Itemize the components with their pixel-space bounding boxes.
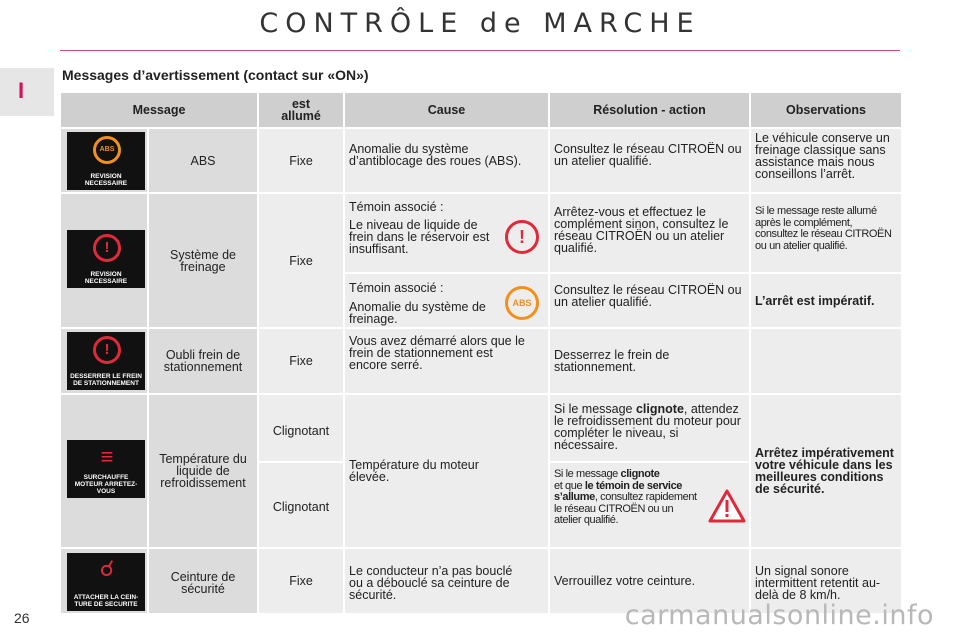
observations-brake-2: L’arrêt est impératif. — [750, 273, 902, 328]
table-row — [60, 548, 148, 614]
observations-abs: Le véhicule conserve un freinage classique sans assistance mais nous conseillons l’arrêt. — [750, 128, 902, 193]
resolution-parking: Desserrez le frein de stationnement. — [549, 328, 750, 394]
brake-warning-icon: ! — [93, 336, 121, 364]
page-number: 26 — [14, 610, 30, 626]
message-brake: Système de freinage — [148, 193, 258, 328]
coolant-warning-display: ≡ SURCHAUFFE MOTEUR ARRETEZ-VOUS — [67, 440, 145, 498]
col-header-observations: Observations — [750, 92, 902, 128]
brake-warning-icon: ! — [93, 234, 121, 262]
lit-abs: Fixe — [258, 128, 344, 193]
brake-warning-icon: ! — [505, 220, 539, 254]
coolant-temperature-icon: ≡ — [100, 444, 114, 469]
table-row — [60, 193, 148, 328]
cause-coolant: Température du moteur élevée. — [344, 394, 549, 548]
abs-warning-icon: ABS — [505, 286, 539, 320]
message-coolant: Température du liquide de refroidissement — [148, 394, 258, 548]
parking-brake-warning-display: ! DESSERRER LE FREIN DE STATIONNEMENT — [67, 332, 145, 390]
section-title: Messages d’avertissement (contact sur «ON») — [62, 67, 369, 83]
resolution-belt: Verrouillez votre ceinture. — [549, 548, 750, 614]
message-belt: Ceinture de sécurité — [148, 548, 258, 614]
resolution-brake-1: Arrêtez-vous et effectuez le complément sinon, consultez le réseau CITROËN ou un atelier qualifié. — [549, 193, 750, 273]
lit-coolant-2: Clignotant — [258, 462, 344, 548]
page-title: CONTRÔLE de MARCHE — [259, 8, 701, 39]
cause-abs: Anomalie du système d’antiblocage des roues (ABS). — [344, 128, 549, 193]
lit-coolant-1: Clignotant — [258, 394, 344, 462]
resolution-brake-2: Consultez le réseau CITROËN ou un atelier qualifié. — [549, 273, 750, 328]
col-header-cause: Cause — [344, 92, 549, 128]
resolution-coolant-1: Si le message clignote, attendez le refroidissement du moteur pour compléter le niveau, si nécessaire. — [549, 394, 750, 462]
watermark: carmanualsonline.info — [624, 600, 934, 631]
warning-triangle-icon — [708, 489, 746, 523]
observations-belt: Un signal sonore intermittent retentit au-delà de 8 km/h. — [750, 548, 902, 614]
chapter-tab[interactable] — [0, 68, 54, 116]
brake-warning-display: ! REVISION NECESSAIRE — [67, 230, 145, 288]
cause-parking: Vous avez démarré alors que le frein de stationnement est encore serré. — [344, 328, 549, 394]
col-header-lit: est allumé — [258, 92, 344, 128]
cause-belt: Le conducteur n’a pas bouclé ou a débouclé sa ceinture de sécurité. — [344, 548, 549, 614]
seatbelt-icon: ☌ — [99, 556, 115, 581]
lit-parking: Fixe — [258, 328, 344, 394]
title-rule — [60, 50, 900, 51]
cause-brake-2: Témoin associé : Anomalie du système de freinage. ABS — [344, 273, 549, 328]
seatbelt-warning-display: ☌ ATTACHER LA CEIN- TURE DE SECURITE — [67, 553, 145, 611]
lit-belt: Fixe — [258, 548, 344, 614]
table-row — [60, 328, 148, 394]
table-row — [60, 394, 148, 548]
table-row — [60, 128, 148, 193]
col-header-resolution: Résolution - action — [549, 92, 750, 128]
abs-warning-icon: ABS — [93, 136, 121, 164]
resolution-abs: Consultez le réseau CITROËN ou un atelier qualifié. — [549, 128, 750, 193]
observations-brake-1: Si le message reste allumé après le complément, consultez le réseau CITROËN ou un atelier qualifié. — [750, 193, 902, 273]
message-parking: Oubli frein de stationnement — [148, 328, 258, 394]
resolution-coolant-2: Si le message clignote et que le témoin de service s’allume, consultez rapidement le réseau CITROËN ou un atelier qualifié. — [549, 462, 750, 548]
chapter-label: I — [18, 78, 25, 103]
col-header-message: Message — [60, 92, 258, 128]
observations-parking — [750, 328, 902, 394]
message-abs: ABS — [148, 128, 258, 193]
cause-brake-1: Témoin associé : Le niveau de liquide de frein dans le réservoir est insuffisant. ! — [344, 193, 549, 273]
lit-brake: Fixe — [258, 193, 344, 328]
observations-coolant: Arrêtez impérativement votre véhicule dans les meilleures conditions de sécurité. — [750, 394, 902, 548]
abs-warning-display: ABS REVISION NECESSAIRE — [67, 132, 145, 190]
